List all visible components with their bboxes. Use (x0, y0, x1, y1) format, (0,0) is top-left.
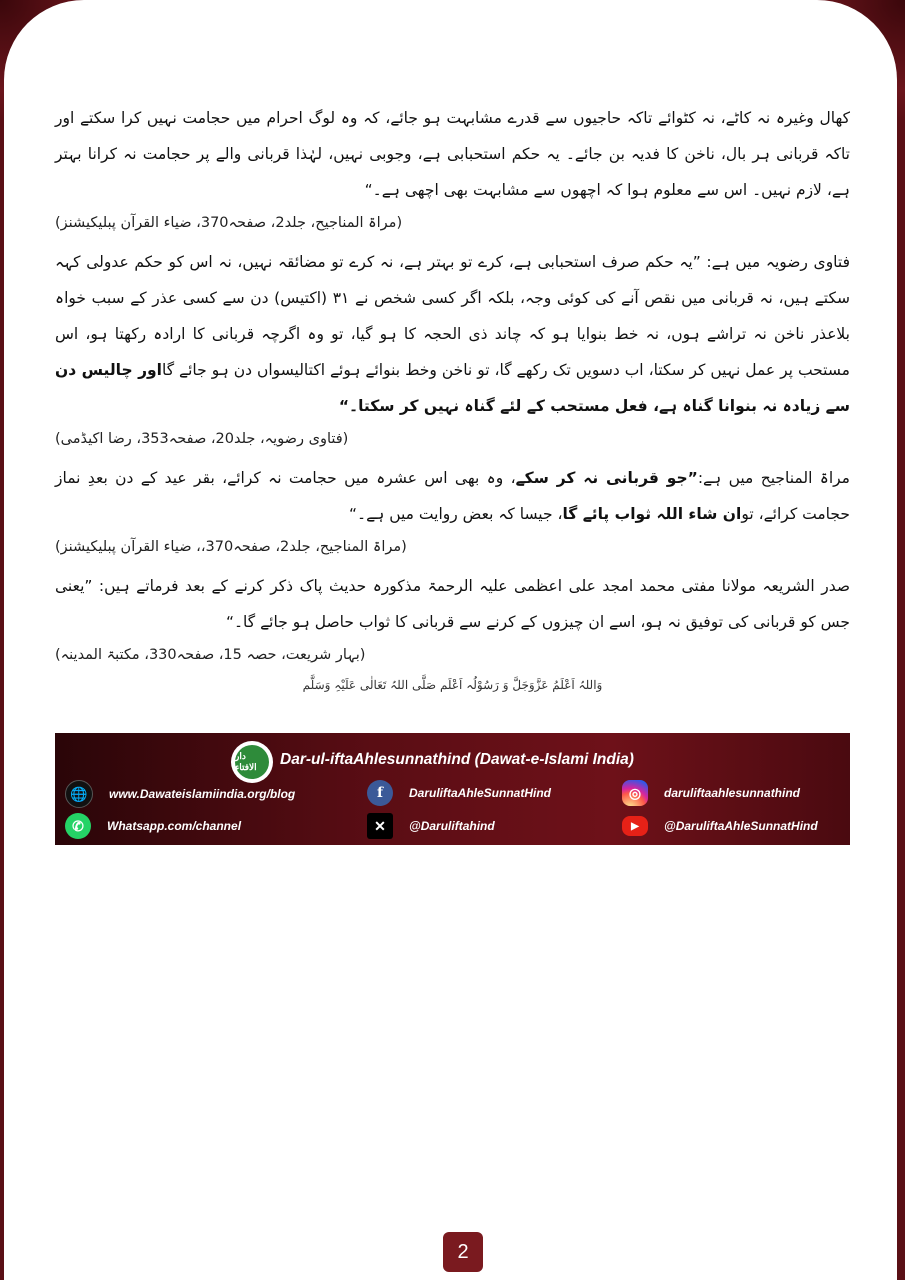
youtube-icon: ▶ (622, 816, 648, 836)
reference-1: (مراۃ المناجیح، جلد2، صفحہ370، ضیاء القرآن پبلیکیشنز) (55, 215, 403, 231)
darulifta-logo: دار الافتاء (231, 741, 273, 783)
twitter-link[interactable]: ✕ @Daruliftahind (367, 813, 495, 839)
whatsapp-link[interactable]: ✆ Whatsapp.com/channel (65, 813, 241, 839)
paragraph-2-text: فتاوی رضویہ میں ہے: ”یہ حکم صرف استحبابی ہے، کرے تو بہتر ہے، نہ کرے تو مضائقہ نہیں، نہ اس کو حکم عدولی کہہ سکتے ہیں، نہ قربانی میں نقص آنے کی کوئی وجہ، بلکہ اگر کسی شخص نے ۳۱ (اکتیس) دن سے کسی عذر کے سبب خواہ بلاعذر ناخن نہ تراشے ہوں، نہ خط بنوایا ہو کہ چاند ذی الحجہ کا ہو گیا، تو وہ اگرچہ قربانی کا ارادہ رکھتا ہو، اس مستحب پر عمل نہیں کر سکتا، اب دسویں تک رکھے گا، تو ناخن وخط بنوائے ہوئے اکتالیسواں دن ہو جائے گا (55, 253, 850, 379)
x-twitter-icon: ✕ (367, 813, 393, 839)
page-number: 2 (443, 1232, 483, 1272)
footer-title: Dar-ul-iftaAhlesunnathind (Dawat-e-Islami India) (280, 751, 634, 768)
article-body (55, 100, 850, 692)
whatsapp-icon: ✆ (65, 813, 91, 839)
paragraph-4: صدر الشریعہ مولانا مفتی محمد امجد علی اعظمی علیہ الرحمۃ مذکورہ حدیث پاک ذکر کرنے کے بعد فرماتے ہیں: ”یعنی جس کو قربانی کی توفیق نہ ہو، اسے ان چیزوں کے کرنے سے قربانی کا ثواب حاصل ہو جائے گا۔“ (55, 577, 850, 631)
paragraph-2 (55, 244, 850, 424)
youtube-link[interactable]: ▶ @DaruliftaAhleSunnatHind (622, 816, 818, 836)
facebook-link[interactable]: f DaruliftaAhleSunnatHind (367, 780, 551, 806)
instagram-link[interactable]: ◎ daruliftaahlesunnathind (622, 780, 800, 806)
facebook-icon: f (367, 780, 393, 806)
website-link[interactable]: 🌐 www.Dawateislamiindia.org/blog (65, 780, 295, 808)
reference-2: (فتاوی رضویہ، جلد20، صفحہ353، رضا اکیڈمی) (55, 431, 349, 447)
footer-banner (55, 733, 850, 845)
reference-4: (بہار شریعت، حصہ 15، صفحہ330، مکتبۃ المدینہ) (55, 647, 366, 663)
paragraph-2-bold: اور چالیس دن سے زیادہ نہ بنوانا گناہ ہے، فعل مستحب کے لئے گناہ نہیں کر سکتا۔“ (55, 361, 850, 415)
globe-icon: 🌐 (65, 780, 93, 808)
paragraph-3: مراۃ المناجیح میں ہے:”جو قربانی نہ کر سکے، وہ بھی اس عشرہ میں حجامت نہ کرائے، بقر عید کے دن بعدِ نماز حجامت کرائے، توان شاء اللہ ثواب پائے گا، جیسا کہ بعض روایت میں ہے۔“ (55, 469, 850, 523)
instagram-icon: ◎ (622, 780, 648, 806)
closing-calligraphy: وَاللہُ اَعْلَمُ عَزَّوَجَلَّ وَ رَسُوْلُہ اَعْلَم صَلَّی اللہُ تَعَالٰی عَلَیْہِ وَسَلَّم (302, 678, 603, 692)
paragraph-1: کھال وغیرہ نہ کاٹے، نہ کٹوائے تاکہ حاجیوں سے قدرے مشابہت ہو جائے، کہ وہ لوگ احرام میں حجامت نہیں کرا سکتے اور تاکہ قربانی ہر بال، ناخن کا فدیہ بن جائے۔ یہ حکم استحبابی ہے، وجوبی نہیں، لہٰذا قربانی والے پر حجامت نہ کرانا بہتر ہے، لازم نہیں۔ اس سے معلوم ہوا کہ اچھوں سے مشابہت بھی اچھی ہے۔“ (55, 109, 850, 199)
reference-3: (مراۃ المناجیح، جلد2، صفحہ370،، ضیاء القرآن پبلیکیشنز) (55, 539, 407, 555)
